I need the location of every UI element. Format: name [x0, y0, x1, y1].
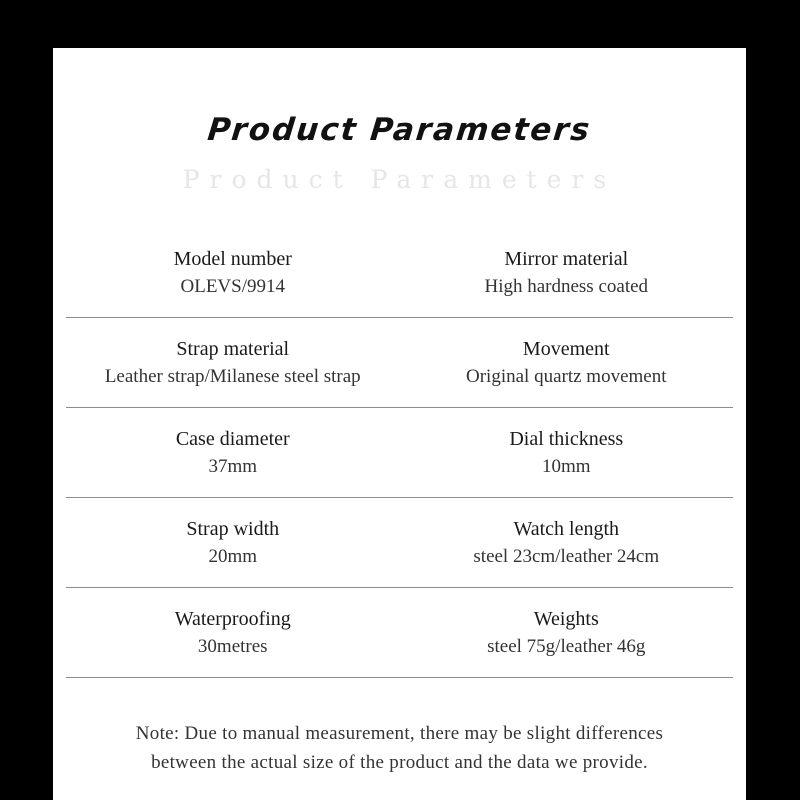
param-value: Original quartz movement [466, 365, 667, 387]
param-dial-thickness [400, 408, 734, 497]
param-movement [400, 318, 734, 407]
param-strap-material [66, 318, 400, 407]
param-weights [400, 588, 734, 677]
page-subtitle-watermark: Product Parameters [182, 165, 617, 194]
param-value: 10mm [541, 455, 591, 477]
param-label: Dial thickness [509, 427, 624, 450]
parameters-table [66, 228, 733, 678]
page-title: Product Parameters [205, 112, 594, 148]
param-model-number [66, 228, 400, 317]
param-label: Weights [533, 607, 599, 630]
note-line: between the actual size of the product and the data we provide. [151, 752, 648, 773]
param-value: 37mm [208, 455, 258, 477]
param-label: Mirror material [504, 247, 629, 270]
table-row [66, 408, 733, 498]
param-strap-width [66, 498, 400, 587]
param-value: High hardness coated [484, 275, 649, 297]
param-label: Case diameter [175, 427, 290, 450]
param-waterproofing [66, 588, 400, 677]
param-value: steel 23cm/leather 24cm [473, 545, 660, 567]
param-label: Model number [173, 247, 292, 270]
parameters-panel [53, 48, 746, 800]
param-value: OLEVS/9914 [180, 275, 285, 297]
param-label: Waterproofing [174, 607, 291, 630]
table-row [66, 498, 733, 588]
param-value: steel 75g/leather 46g [487, 635, 646, 657]
param-value: 20mm [208, 545, 258, 567]
param-label: Strap width [186, 517, 280, 540]
table-row [66, 588, 733, 678]
measurement-note [53, 719, 746, 777]
table-row [66, 228, 733, 318]
param-case-diameter [66, 408, 400, 497]
param-value: 30metres [197, 635, 268, 657]
param-value: Leather strap/Milanese steel strap [104, 365, 361, 387]
param-label: Strap material [176, 337, 290, 360]
table-row [66, 318, 733, 408]
param-mirror-material [400, 228, 734, 317]
param-label: Watch length [513, 517, 620, 540]
note-line: Note: Due to manual measurement, there may be slight differences [135, 723, 664, 744]
param-label: Movement [522, 337, 610, 360]
param-watch-length [400, 498, 734, 587]
